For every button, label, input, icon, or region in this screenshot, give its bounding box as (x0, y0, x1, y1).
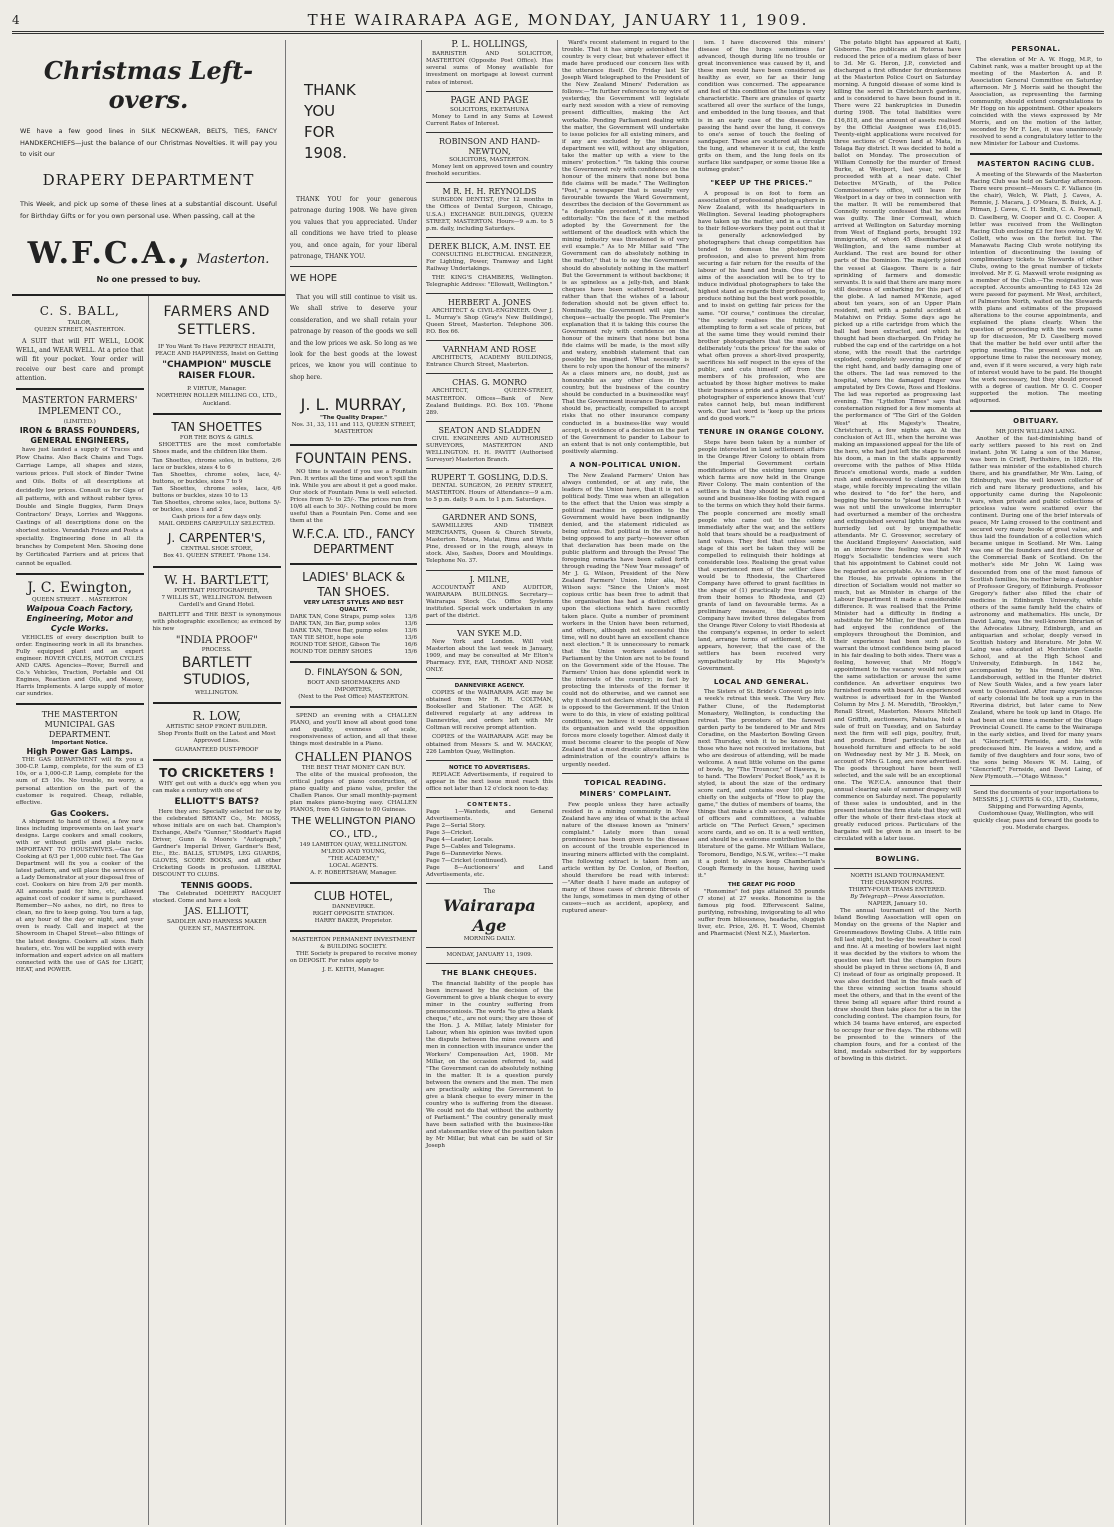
ladies-price-row-price: 15/6 (404, 649, 417, 656)
obituary-heading: OBITUARY. (1013, 416, 1059, 425)
we-hope-body: That you will still continue to visit us. We shall strive to deserve your consideration, and we shall retain your patronage by reason of the goods we sell and the low prices we ask. So long as we look for the best goods at the lowest prices, we know you will continue to shop here. (290, 293, 417, 381)
contents-item: Page 7—Cricket (continued). (426, 858, 508, 865)
page-masthead (12, 8, 1104, 34)
wfca-town: Masterton. (196, 252, 270, 268)
farmers-ltd: (LIMITED.) (63, 418, 96, 425)
page-and-page: PAGE AND PAGE (450, 95, 529, 106)
miners-complaint-body: Few people unless they have actually resided in a mining community in New Zealand have any idea of what is the actual nature of the disease known as "miners' complaint." Lately more than usual prominence has been given to the disease on account of the trouble experienced in insuring miners afflicted with the complaint. The following extract is taken from an article written by Dr. Conlon, of Reefton, should therefore be read with interest:—"After death I have made an autopsy of many of those cases of chronic fibrosis of the lungs, sometimes in men dying of other causes—such as accident, apoplexy, and ruptured aneur- (562, 802, 689, 914)
carpenter-address: Box 41. QUEEN STREET. 'Phone 134. (163, 553, 271, 560)
columns-1-2 (12, 40, 286, 1525)
derek-blick-body: CONSULTING ELECTRICAL ENGINEER, For Lighting, Power, Tramway and Light Railway Undertakings. (426, 251, 553, 272)
seaton-sladden-body: CIVIL ENGINEERS AND AUTHORISED SURVEYORS, MASTERTON AND WELLINGTON. H. H. PAVITT (Authorised Surveyor) Masterton Branch. (426, 435, 553, 463)
permanent-society-body: THE Society is prepared to receive money on DEPOSIT. For rates apply to (290, 951, 417, 965)
ladies-price-row-item: ROUND TOE SHOE, Gibson Tie (290, 642, 381, 649)
by-telegraph: By Telegraph—Press Association. (850, 894, 945, 901)
blank-cheques-heading: THE BLANK CHEQUES. (441, 969, 538, 978)
india-proof: "INDIA PROOF" (175, 634, 258, 646)
ball-trade: TAILOR, (67, 319, 92, 326)
jones-body: ARCHITECT & CIVIL-ENGINEER. Over J. L. Murray's Shop (Gray's New Buildings), Queen Street, Masterton. Telephone 306. P.O. Box 66. (426, 308, 553, 336)
tan-shoettes-body: SHOETTES are the most comfortable Shoes made, and the children like them. (152, 441, 281, 455)
club-hotel-proprietor: HARRY BAKER, Proprietor. (314, 917, 393, 924)
column-3 (286, 40, 422, 1525)
fountain-pens-body: NO time is wasted if you use a Fountain Pen. It writes all the time and won't spill the ink. While you are about it get a good make. Our stock of Fountain Pens is well selected. Prices from 5/- to 25/-. The prices run from 10/6 all each to 30/-. Nothing could be more useful than a Fountain Pen. Come and see them at the (290, 468, 417, 525)
tennis-heading: TENNIS GOODS. (181, 881, 253, 891)
keep-up-prices-body: A proposal is on foot to form an association of professional photographers in New Zealand, with its headquarters in Wellington. Several leading photographers have taken up the matter, and in a circular to their fellow-workers they point out that it is generally acknowledged by photographers that cheap competition has tended to demean the photographic profession, and also to prevent him from securing a fair return for the results of the labour of his hand and brain. One of the aims of the association will be to try to induce individual photographers to take the highest stand as regards their profession, to produce nothing but the best work possible, and to insist on getting fair prices for the same. "Of course," continues the circular, "the society realises the futility of attempting to form a set scale of prices, but at the same time they would remind their brother photographers that the man who deliberately 'cuts the prices' for the sake of what often proves a short-lived prosperity, sacrifices his self respect in the eyes of the public, and cuts himself off from the members of his profession, who are actuated by those higher motives to make their business a pride and a pleasure. Every photographer of experience knows that 'cut' rates cannot help, but mean indifferent work. Our last word is 'keep up the prices and do good work.'" (698, 190, 825, 423)
reynolds-body: SURGEON DENTIST, (For 12 months in the Offices of Dental Surgeon, Chicago, U.S.A.) EXCHANGE BUILDINGS, QUEEN STREET, MASTERTON. Hours—9 a.m. to 5 p.m. daily, including Saturdays. (426, 197, 553, 232)
monro-name: CHAS. G. MONRO (452, 378, 527, 388)
carpenter-sub: CENTRAL SHOE STORE, (180, 546, 253, 553)
we-hope-heading: WE HOPE (290, 273, 338, 285)
bartlett-studios: BARTLETT STUDIOS, (181, 654, 252, 689)
challen-heading: CHALLEN PIANOS (294, 749, 413, 764)
shoe-price-row-item: Tan Shoettes, chrome soles, lace, buttons, or buckles, sizes 7 to 9 (152, 471, 271, 485)
miners-complaint-heading: MINERS' COMPLAINT. (579, 790, 672, 799)
masthead-wairarapa-age: Wairarapa Age (443, 895, 536, 935)
mleod-sub: "THE ACADEMY," (327, 855, 380, 862)
bowling-body: The annual tournament of the North Island Bowling Association will open on Monday on the greens of the Napier and Greenmeadows Bowling Clubs. A little rain fell last night, but to-day the weather is cool and fine. At a meeting of bowlers last night it was decided by the visitors to whom the question was left that the champion fours should be played in three sections (A, B and C) instead of four as originally proposed. It was also decided that in the finals each of the three winning section teams should meet the others, and that in the event of the three being all square after third round a draw should then take place for a tie in the concluding contest. The champion fours, for which 34 teams have entered, are expected to occupy four or five days. The ribbons will be presented to the winners of the champion fours, and for a contest of the kind, medals subscribed for by supporters of bowling in this district. (834, 908, 961, 1063)
gas-cookers: Gas Cookers. (50, 808, 110, 818)
ladies-price-row (290, 635, 417, 642)
shoe-price-row (153, 486, 282, 500)
non-political-union-body: The New Zealand Farmers' Union has always contended, or at any rate, the leaders of the Union have, that it is not a political body. Time was when an allegation to the effect that the Union was simply a political machine in opposition to the Government would have been indignantly denied, and the statement ridiculed as being untrue. But political in the sense of being opposed to any party—however often that declaration has been made on the public platform and through the Press! The foregoing remarks have been called forth through reading the "New Year message" of Mr J. G. Wilson, President of the New Zealand Farmers' Union. Inter alia, Mr Wilson says: "Since the Union's most copious critic has been free to admit that the organisation has had a distinct effect upon the elections which have recently taken place. Quite a number of prominent workers in the Union have been returned, and others, although not successful this time, will no doubt have an excellent chance next election." It is unnecessary to remark that the Union workers assisted to Parliament by the Union are not to be found on the Government side of the House. The Farmers' Union has done splendid work in the interests of the country; in fact by protecting the interests of the former it could not do otherwise, and we cannot see why it should not declare straight out that it is opposed to the Government. If the Union were to do this, in view of existing political conditions, we believe it would strengthen its organisation and weld the opposition forces more closely together. Almost daily it must become clearer to the people of New Zealand that a most drastic alteration in the administration of the country's affairs is urgently needed. (562, 472, 689, 768)
page-number: 4 (12, 12, 20, 27)
miners-complaint-continued: ism. I have discovered this miners' disease of the lungs sometimes far advanced, though during life no trouble or great inconvenience was caused by it, and these men would have been considered as healthy as ever, so far as their lung condition was concerned. The appearance and feel of this condition of the lungs is very characteristic. There are granules of quartz scattered all over the surface of the lungs, and embedded in the lung tissues, and that is in an early case of the disease. On passing the hand over the lung, it conveys to one's sense of touch the feeling of sandpaper. These are scattered all through the lung, and whenever it is cut, the knife grits on them, and the lung feels on its surface like sandpaper, or some tissue like a nutmeg grater." (698, 40, 825, 173)
personal-body: The elevation of Mr A. W. Hogg, M.P., to Cabinet rank, was a matter brought up at the meeting of the Masterton A. and P. Association General Committee on Saturday afternoon. Mr J. Morris said he thought the Association, as representing the farming community, should extend congratulations to Mr Hogg on his appointment. Other speakers coincided with the views expressed by Mr Morris, and on the motion of the latter, seconded by Mr F. Lee, it was unanimously resolved to send a congratulatory letter to the new Minister for Labour and Customs. (970, 56, 1102, 148)
shoe-price-row-item: Tan Shoettes, chrome soles, lace, buttons or buckles, sizes 10 to 13 (152, 486, 269, 500)
elliott-bats: ELLIOTT'S BATS? (174, 797, 259, 808)
racing-club-body: A meeting of the Stewards of the Masterton Racing Club was held on Saturday afternoon. There were present—Messrs C. F. Vallance (in the chair), Welch, W. Platt, J. Caves, A. Remnie, J. Macara, J. O'Meara, B. Buick, A. J. Pitman, J. Caves, C. H. Smith, C. A. Pownall, D. Caselberg, W. Cooper and O. C. Cooper. A letter was received from the Wellington Racing Club enclosing £3 for fees owing by W. Collett, who was on the forfeit list. The Manawatu Racing Club wrote notifying its intention of discontinuing the issuing of complimentary tickets to Stewards of other Clubs, owing to the great number of tickets involved. Mr F. G. Maxwell wrote resigning as a member of the Club.—The resignation was accepted. Accounts amounting to £43 12s 2d were passed for payment. Mr West, architect, of Palmerston North, waited on the Stewards with plans and estimates of the proposed alterations to the course appointments, and explained the plans clearly. When the question of proceeding with the work came up for discussion, Mr D. Caselberg moved that the matter be held over until after the spring meeting. The present was not an opportune time to raise the necessary money, and, even if it were secured, a very high rate of interest would have to be paid. He thought the work necessary, but they should proceed with a degree of caution. Mr O. C. Cooper supported the motion. The meeting adjourned. (970, 172, 1102, 404)
no-one-pressed: No one pressed to buy. (96, 275, 201, 285)
wellington-piano-name: THE WELLINGTON PIANO CO., LTD., (291, 816, 416, 840)
ladies-shoes-sub: VERY LATEST STYLES AND BEST QUALITY. (303, 599, 404, 613)
flour-body: IF You Want To Have PERFECT HEALTH, PEACE AND HAPPINESS, Insist on Getting (155, 343, 279, 357)
club-hotel-town: DANNEVIRKE. (332, 903, 375, 910)
flour-manager: P. VIRTUE, Manager. (187, 386, 247, 393)
farmers-trade: IRON & BRASS FOUNDERS, GENERAL ENGINEERS, (19, 425, 140, 445)
mleod-name: M'LEOD AND YOUNG, (320, 848, 387, 855)
ladies-price-row-item: DARK TAN, 3in Bar, pump soles (290, 620, 381, 627)
thank-you-word: 1908. (304, 144, 347, 162)
column-1 (12, 296, 149, 1525)
contents-item: Page 1—Wanteds, and General Advertisements. (426, 808, 553, 822)
local-and-general-heading: LOCAL AND GENERAL. (713, 677, 810, 686)
ladies-price-row-price: 13/6 (404, 635, 417, 642)
blank-cheques-body: The financial liability of the people has been increased by the decision of the Government to give a blank cheque to every miner in the country suffering from pneumoconiosis. The words "to give a blank cheque," etc., are not ours; they are those of the Hon. J. A. Millar, lately Minister for Labour, when his opinion was invited upon the dispute between the mine owners and men in connection with insurance under the Workers' Compensation Act, 1908. Mr Millar, on the occasion referred to, said "The Government can do absolutely nothing in the matter. It is a question purely between the owners and the men. The men are practically asking the Government to give a blank cheque to every miner in the country who is suffering from the disease. We could not do that without the authority of Parliament." The country generally must have been satisfied with the business-like and statesmanlike view of the position taken by Mr Millar, but what can be said of Sir Joseph (426, 981, 553, 1150)
bartlett-town: WELLINGTON. (195, 689, 239, 696)
shoe-price-row (153, 458, 282, 472)
robinson-sub: SOLICITORS, MASTERTON. (449, 157, 530, 164)
low-guarantee: GUARANTEED DUST-PROOF (175, 747, 259, 754)
cricket-body: WHY get out with a duck's egg when you can make a century with one of (152, 781, 281, 795)
gardner-name: GARDNER AND SONS, (442, 513, 537, 523)
thank-you-body: THANK YOU for your generous patronage during 1908. We have given you values that you appreciated. Under all conditions we have tried to please you, and once again, for your liberal patronage, THANK YOU. (290, 196, 417, 260)
jones-name: HERBERT A. JONES (447, 297, 532, 307)
contents-item: Page 4—Leader, Locals. (426, 837, 494, 844)
elliott-name: JAS. ELLIOTT, (184, 907, 250, 918)
cricketers-heading: TO CRICKETERS ! (159, 766, 275, 781)
milne-name: J. MILNE, (469, 574, 510, 584)
ladies-price-row (290, 649, 417, 656)
page-and-page-body: Money to Lend in any Sums at Lowest Current Rates of Interest. (426, 113, 553, 127)
ladies-price-row (290, 614, 417, 621)
tan-shoettes-note: Cash prices for a few days only. (171, 514, 262, 521)
cricket-body-2: Here they are: Specially selected for us by the celebrated BRYANT Co., Mr. MOSS, whose initials are on each bat. Champion's Exchange, Abel's "Gunner," Stoddart's Rapid Driver, Gunn & Moore's "Autograph," Gardner's Imperial Driver, Gardner's Best, Etc., Etc. BALLS, STUMPS, LEG GUARDS, GLOVES, SCORE BOOKS, and all other Cricketing Goods in profusion. LIBERAL DISCOUNT TO CLUBS. (152, 808, 281, 879)
fountain-pens-heading: FOUNTAIN PENS. (295, 451, 412, 468)
hollings-body: BARRISTER AND SOLICITOR, MASTERTON (Opposite Post Office). Has several sums of Money available for investment on mortgage at lowest current rates of interest. (426, 51, 553, 86)
carpenter-name: J. CARPENTER'S, (167, 531, 266, 546)
tenure-orange-colony-heading: TENURE IN ORANGE COLONY. (698, 428, 825, 437)
gas-body: THE GAS DEPARTMENT will fix you a 300-C.P. Lamp, complete, for the sum of £3 10s, or a 1,000-C.P. Lamp, complete for the sum of £5 10s. No trouble, no worry, a personal attention on the part of the customer is required. Cheap, reliable, effective. (16, 757, 144, 806)
notice-advertisers: NOTICE TO ADVERTISERS. (448, 764, 531, 771)
low-body: Shop Fronts Built on the Latest and Most Approved Lines. (157, 730, 276, 745)
dannevirke-agency: DANNEVIRKE AGENCY. (454, 683, 525, 690)
ladies-price-row-price: 16/6 (404, 642, 417, 649)
shoe-price-row (153, 472, 282, 486)
pig-food-heading: THE GREAT PIG FOOD (727, 881, 796, 888)
van-syke-name: VAN SYKE M.D. (456, 628, 523, 638)
farmers-implement-name: MASTERTON FARMERS' IMPLEMENT CO., (22, 396, 138, 418)
kings-chambers: THE KING'S CHAMBERS, Wellington. Telegraphic Address: "Ellowatt, Wellington." (426, 274, 553, 288)
derek-blick-name: DEREK BLICK, A.M. INST. EE (428, 241, 551, 251)
shoe-price-row (153, 500, 282, 514)
murray-address: Nos. 31, 33, 111 and 113, QUEEN STREET, MASTERTON (291, 422, 416, 436)
keep-up-prices-heading: "KEEP UP THE PRICES." (710, 178, 813, 187)
column-8 (966, 40, 1106, 1525)
bartlett-address: 7 WILLIS ST., WELLINGTON. Between Cardell's and Grand Hotel. (161, 594, 273, 608)
ladies-price-row-price: 13/6 (404, 627, 417, 634)
ladies-price-row-item: DARK TAN, Cone Straps, pump soles (290, 613, 395, 620)
bartlett-trade: PORTRAIT PHOTOGRAPHER, (174, 587, 260, 594)
gas-cookers-body: A shipment to hand of these, a few new lines including improvements on last year's designs. Large cookers and small cookers, with or without grills and plate racks. IMPORTANT TO HOUSEWIVES.—Gas for Cooking at 6/3 per 1,000 cubic feet. The Gas Department will fix you a cooker of the latest pattern, and will place the services of a Lady Demonstrator at your disposal free of cost. Cookers on hire from 2/6 per month. All amounts paid for hire, etc, allowed against cost of cooker if same is purchased. Remember—No ashes, no dirt, no fires to clean, no fire to keep going. You turn a tap, at any hour of the day or night, and your oven is ready. Call and inspect at the Showroom in Chapel Street—also fittings of the latest designs. Cookers all sizes. Bath heaters, etc. You will be supplied with every information and expert advice on all matters connected with the use of GAS for LIGHT, HEAT, and POWER. (16, 818, 144, 973)
van-syke-body: New York and London. Will visit Masterton about the last week in January, 1909, and may be consulted at Mr Elton's Pharmacy. EYE, EAR, THROAT AND NOSE ONLY. (426, 638, 553, 674)
personal-heading: PERSONAL. (1011, 45, 1061, 53)
ni-tournament-heading: NORTH ISLAND TOURNAMENT. (850, 873, 945, 880)
ladies-price-row-price: 13/6 (404, 613, 417, 620)
shoe-price-row-price: 4/6 (271, 486, 281, 493)
blank-cheques-continued: Ward's recent statement in regard to the trouble. That it has simply astonished the country is very clear, but whatever effect it made have produced our concern lies with the utterance itself. On Friday last Sir Joseph Ward telegraphed to the President of the New Zealand Miners' Federation as follows:—"In further reference to my wire of yesterday, the Government will legislate early next session with a view of removing present difficulties, making the Act workable. Pending Parliament dealing with the matter, the Government will undertake to issue policies for all existing miners, and if any are excluded by the insurance department we will, without any obligation, take the matter up with a view to the miners' protection." "In taking this course the Government rely with confidence on the honour of the miners that none but bona fide claims will be made." The Wellington "Post," a newspaper that is usually very favourable towards the Ward Government, describes the decision of the Government as "a deplorable precedent," and remarks editorially: "On the face of it the method adopted by the Government for the settlement of the deadlock with which the mining industry was threatened is of very evil example." As to Mr Millar said "The Government can do absolutely nothing in the matter," that is to say the Government should do absolutely nothing in the matter! But the Government is without backbone; it is as spineless as a jelly-fish, and blank cheques have been scattered broadcast, rather than that the wishes of a labour federation should not be given effect to. Nominally, the Government will sign the cheques—actually the people. The Premier's explanation that it is taking this course the Government rely with confidence on the honour of the miners that none but bona fide claims will be made, is the most silly and watery, snobbish statement that can possibly be imagined. What necessity is there to rely upon the honour of the miners? As a class miners are, no doubt, just as honourable as any other class in the country, but the business of the country should be conducted in a businesslike way! That the Government insurance Department should be, practically, compelled to accept risks that no other insurance company conducted in a business-like way would accept, is evidence of a decision on the part of the Government to pander to Labour to an extent that is not only contemptible, but positively alarming. (562, 40, 689, 455)
varnham-rose-body: ARCHITECTS, ACADEMY BUILDINGS, Entrance Church Street, Masterton. (426, 355, 553, 369)
hollings-name: P. L. HOLLINGS, (451, 40, 528, 50)
bowling-heading: BOWLING. (875, 855, 920, 864)
page-and-page-sub: SOLICITORS, EKETAHUNA (450, 106, 529, 113)
finlayson-trade: BOOT AND SHOEMAKERS AND IMPORTERS, (307, 679, 400, 693)
shoe-price-row-price: 4/- (273, 471, 281, 478)
robinson-body: Money lent on approved town and country freehold securities. (426, 164, 553, 178)
laing-heading: MR JOHN WILLIAM LAING. (995, 428, 1077, 435)
bartlett-name: W. H. BARTLETT, (164, 572, 270, 587)
ladies-shoes-heading: LADIES' BLACK & TAN SHOES. (302, 569, 405, 599)
morning-daily: MORNING DAILY. (463, 936, 516, 943)
napier-dateline: NAPIER, January 10. (867, 901, 928, 908)
ball-body: A SUIT that will FIT WELL, LOOK WELL, and WEAR WELL. At a price that will fit your pocket. Your order will receive our best care and prompt attention. (16, 337, 144, 382)
tennis-body: The Celebrated DOHERTY RACQUET stocked. Come and have a look (152, 891, 281, 905)
ball-name: C. S. BALL, (39, 304, 120, 319)
copies-body: COPIES of the WAIRARAPA AGE may be obtained from Messrs S. and W. MACKAY, 226 Lambton Quay, Wellington. (426, 734, 553, 755)
gosling-name: RUPERT T. GOSLING, D.D.S. (430, 472, 549, 482)
racing-club-heading: MASTERTON RACING CLUB. (977, 160, 1095, 169)
ladies-price-row-item: TAN TIE SHOE, hope sole (290, 635, 364, 642)
finlayson-address: (Next to the Post Office) MASTERTON. (298, 693, 409, 700)
milne-body: ACCOUNTANT AND AUDITOR, WAIRARAPA BUILDINGS. Secretary—Wairarapa Stock Co. Office Systems instituted. Special work undertaken in any part of the district. (426, 584, 553, 619)
column-4 (422, 40, 558, 1525)
flour-company: NORTHERN ROLLER MILLING CO., LTD., Auckland. (156, 393, 278, 407)
local-and-general-continued: The potato blight has appeared at Kaiti, Gisborne. The publicans at Rotorua have reduced the price of a medium glass of beer to 3d. Mr G. Heron, J.P., convicted and discharged a first offender for drunkenness at the Masterton Police Court on Saturday morning. A fungoid disease of some kind is killing the sorrel in Christchurch gardens, and is considered to have been found in it. There were 22 bankruptcies in Dunedin during 1908. The total liabilities were £16,818, and the amount of assets realised by the Official Assignee was £16,015. Twenty-eight applications were received for three sections of Crown land at Mata, in Tolaga Bay district. It was decided to hold a ballot on Monday. The prosecution of William Connolly for the murder of Ernest Burke, at Westport, last year, will be proceeded with at a near date. Chief Detective M'Grath, of the Police Commissioner's office, will leave for Westport in a day or two in connection with the matter. It will be remembered that Connolly recently confessed that he alone was guilty. The liner Cornwall, which arrived at Wellington on Saturday morning from West of England ports, brought 192 immigrants, of whom 45 disembarked at Wellington, and the same number at Auckland. The rest are bound for other parts of the Dominion. The majority joined the vessel at Glasgow. There is a fair sprinkling of farmers and domestic servants. It is said that there are many more still desirous of embarking for this part of the globe. A lad named M'Kenzie, aged about ten years, son of an Upper Plain resident, met with a painful accident at Matahiwi on Friday. Some days ago he picked up a rifle cartridge from which the ball had been extracted, and which he thought had been discharged. On Friday he rubbed the cap end of the cartridge on a hot stone, with the result that the cartridge exploded, completely severing a finger of the right hand, and badly damaging one of the others. The lad was removed to the hospital, where the damaged finger was amputated by Drs Cowie, Ross and Hoskins. The lad was reported as progressing last evening. The "Lyttelton Times" says that consternation reigned for a few moments at the performance of "The Girl of the Golden West" at His Majesty's Theatre, Christchurch, a few nights ago. At the conclusion of Act III., when the heroine was making an impassioned appeal for the life of the hero, who had just left the stage to meet his doom, a man in the stalls apparently overcome with the pathos of Miss Hilda Bruce's emotional words, made a sudden rush and endeavoured to clamber on the stage, while forcibly imprecating the villain who desired to "do for" the hero, and begging the heroine to "plead the brute." It was not until the unwelcome interrupter had overturned a member of the orchestra and extinguished several lights that he was hurriedly led out by unsympathetic attendants. Mr C. Grosvenor, secretary of the Auckland Employers' Association, said in an interview the feeling was that Mr Hogg's Socialistic tendencies were such that his appointment to Cabinet could not be regarded as acceptable. As a member of the House, his private opinions in the direction of Socialism would not matter so much, but as Minister in charge of the Labour Department it made a considerable difference. It was realised that the Prime Minister had a difficulty in finding a substitute for Mr Millar, for that gentleman had enjoyed the confidence of the employers throughout the Dominion, and their experience had been such as to warrant the utmost confidence being placed in his fair dealing to both sides. There was a feeling, however, that Mr Hogg's appointment to the vacancy would not give the same satisfaction or arouse the same confidence. An advertiser enquires two furnished rooms with board. An experienced waitress is advertised for in the Wanted Column by Mrs J. M. Meredith, "Brooklyn," Renall Street, Masterton. Messrs Mitchell and Griffith, auctioneers, Pahiatua, hold a sale of fruit on Tuesday, and on Saturday next the firm will sell pigs, poultry, fruit, and produce. Brief particulars of the household furniture and effects to be sold on Wednesday next by Mr J. B. Meek, on account of Mrs G. Long, are now advertised. The goods throughout have been well selected, and the sale will be an exceptional one. The W.F.C.A. announce that their annual clearing sale of summer drapery will commence on Saturday next. The popularity of these sales is undoubted, and in the present instance the firm state that they will offer the whole of their first-class stock at greatly reduced prices. Particulars of the bargains will be given in an insert to be circulated with a later issue. (834, 40, 961, 843)
elliott-trade: SADDLER AND HARNESS MAKER (166, 918, 267, 925)
masthead-the: The (483, 888, 496, 896)
gas-heading: THE MASTERTON MUNICIPAL GAS DEPARTMENT. (41, 709, 118, 740)
ewington-name: J. C. Ewington, (27, 579, 133, 596)
tan-shoettes-price-list (153, 458, 282, 514)
issue-date: MONDAY, JANUARY 11, 1909. (446, 952, 533, 959)
thank-you-word: THANK (304, 81, 356, 99)
wfca-logo: W.F.C.A., (27, 236, 192, 272)
farmers-settlers: FARMERS AND SETTLERS. (163, 304, 270, 339)
contents-heading: CONTENTS. (467, 801, 512, 808)
murray-tagline: "The Quality Draper." (319, 415, 388, 422)
shoe-price-row-item: Tan Shoettes, chrome soles, in buttons, lace or buckles, sizes 4 to 6 (152, 457, 269, 471)
column-6 (694, 40, 830, 1525)
ewington-trade: Waipoua Coach Factory, Engineering, Motor and Cycle Works. (26, 604, 134, 634)
robinson-name: ROBINSON AND HAND-NEWTON, (439, 137, 540, 157)
shoe-price-row-price: 5/- (273, 500, 281, 507)
thank-you-word: FOR (304, 123, 335, 141)
shoe-price-row-item: Tan Shoettes, chrome soles, lace, buttons or buckles, sizes 1 and 2 (152, 500, 271, 514)
pig-food-body: "Ronomine" fed pigs attained 55 pounds (7 stone) at 27 weeks. Ronomine is the famous pig food. Effervescent Saline, purifying, refreshing, invigorating to all who suffer from biliousness, headache, sluggish liver, etc. Price, 2/6. H. T. Wood, Chemist and Pharmacist (Next N.Z.), Masterton. (698, 888, 825, 938)
wfca-fancy-dept: W.F.C.A. LTD., FANCY DEPARTMENT (292, 527, 415, 557)
contents-item: Page 3—Cricket. (426, 829, 474, 836)
ladies-price-row (290, 642, 417, 649)
bartlett-body: BARTLETT and THE BEST is synonymous with photographic excellence; as evinced by his new (152, 611, 281, 632)
ladies-price-row (290, 628, 417, 635)
ewington-body: VEHICLES of every description built to order. Engineering work in all its branches. Fully equipped plant and an expert engineer. ROVER CYCLES, MOTOR CYCLES AND CARS. Agencies—Rover, Burrell and Co.'s Vehicles, Traction, Portable and Oil Engines, Reaction and Oils, and Massey, Harris Implements. A large supply of motor car sundries. (16, 634, 144, 697)
champion-fours-heading: THE CHAMPION FOURS. (860, 880, 935, 887)
elliott-address: QUEEN ST., MASTERTON. (178, 925, 255, 932)
mleod-manager: A. F. ROBERTSHAW, Manager. (310, 869, 397, 876)
varnham-rose-name: VARNHAM AND ROSE (442, 345, 537, 355)
tan-shoettes-sub: FOR THE BOYS & GIRLS. (179, 434, 254, 441)
ladies-price-row-item: ROUND TOE DERBY SHOES (290, 649, 373, 656)
tan-shoettes-mail: MAIL ORDERS CAREFULLY SELECTED. (158, 521, 275, 528)
non-political-union-heading: A NON-POLITICAL UNION. (569, 460, 682, 469)
ewington-street: QUEEN STREET . . MASTERTON (32, 597, 128, 604)
tan-shoettes-heading: TAN SHOETTES (171, 419, 263, 434)
contents-item: Page 8—Auctioneers' and Land Advertisements, etc. (426, 865, 553, 879)
local-and-general-body: The Sisters of St. Bride's Convent go into a week's retreat this week. The Very Rev. Father Clune, of the Redemptorist Monastery, Wellington, is conducting the retreat. The promoters of the farewell garden party to be tendered to Mr and Mrs Coradine, on the Masterton Bowling Green next Thursday, wish it to be known that those who have not received invitations, but who are desirous of attending, will be made welcome. A neat little volume on the game of bowls, by "The Trouncer," of Hawera, is to hand. "The Bowlers' Pocket Book," as it is styled, is about the size of the ordinary score card, and contains over 100 pages, chiefly on the subjects of "How to play the game," the duties of members of teams, the things that make a club succeed, the duties of officers and committees, a valuable article on "The Perfect Green," specimen score cards, and so on. It is a well written, and should be a welcome contribution to the literature of the game. Mr William Wallace, Toromoru, Bendigo, N.S.W., writes:—"I make it a point to always keep Chamberlain's Cough Remedy in the house, having used it." (698, 689, 825, 879)
contents-item: Page 2—Serial Story. (426, 822, 486, 829)
contents-item: Page 5—Cables and Telegrams. (426, 844, 516, 851)
process: PROCESS. (201, 647, 232, 654)
ladies-price-row (290, 621, 417, 628)
wellington-piano-address: 149 LAMBTON QUAY, WELLINGTON. (299, 841, 408, 848)
gosling-body: DENTAL SURGEON, 26 PERRY STREET, MASTERTON. Hours of Attendance—9 a.m. to 5 p.m. daily. 9 a.m. to 1 p.m. Saturdays. (426, 483, 553, 504)
columns (12, 40, 1104, 1525)
newspaper-title: THE WAIRARAPA AGE, MONDAY, JANUARY 11, 1909. (307, 10, 809, 29)
challen-body-2: The elite of the musical profession, the critical judges of piano construction, of piano quality and piano value, prefer the Challen Pianos. Our small monthly-payment plan makes piano-buying easy. CHALLEN PIANOS, from 45 Guineas to 80 Guineas. (290, 772, 417, 814)
farmers-body: have just landed a supply of Traces and Plow Chains. Also Back Chains and Tugs. Carriage Lamps, all shapes and sizes, various prices. Full stock of Binder Twine and Oils. Bolts of all descriptions at decidedly low prices. Consult us for Gigs of all patterns, with and without rubber tyres. Double and Single Buggies, Farm Drays Contractors' Drays, Lorries and Waggons. Castings of all descriptions done on the shortest notice. Verandah Frieze and Posts a speciality. Engineering done in all its branches by Competent Men. Shoeing done by Certificated Farriers and at prices that cannot be equalled. (16, 446, 144, 567)
curtis-ad: Send the documents of your importations to MESSRS J. J. CURTIS & CO., LTD., Customs, Shipping and Forwarding Agents, Customhouse Quay, Wellington, who will quickly clear, pass and forward the goods to you. Moderate charges. (972, 789, 1100, 832)
club-hotel-name: CLUB HOTEL, (313, 888, 394, 903)
permanent-society-manager: J. E. KEITH, Manager. (322, 967, 385, 974)
contents-item: Page 6—Dannevirke News. (426, 851, 503, 858)
ladies-price-row-item: DARK TAN, Three Bar, pump soles (290, 627, 388, 634)
ladies-price-row-price: 13/6 (404, 620, 417, 627)
notice-advertisers-body: REPLACE Advertisements, if required to appear in the next issue must reach this office not later than 12 o'clock noon to-day. (426, 771, 553, 792)
ladies-shoes-price-list (290, 614, 417, 656)
monro-body: ARCHITECT, QUEEN-STREET, MASTERTON. Offices—Bank of New Zealand Buildings. P.O. Box 105. 'Phone 289. (426, 388, 553, 416)
topical-reading-heading: TOPICAL READING. (584, 778, 667, 787)
challen-sub: THE BEST THAT MONEY CAN BUY. (301, 764, 406, 771)
column-5 (558, 40, 694, 1525)
drapery-heading: DRAPERY DEPARTMENT (42, 171, 255, 190)
thank-you-heading (304, 80, 417, 164)
column-7 (830, 40, 966, 1525)
dannevirke-body: COPIES of the WAIRARAPA AGE may be obtained from Mr R. H. COLTMAN, Bookseller and Stationer. The AGE is delivered regularly at any address in Dannevirke, and orders left with Mr Coltman will receive prompt attention. (426, 690, 553, 732)
low-trade: ARTISTIC SHOP FRONT BUILDER. (166, 723, 268, 730)
laing-body: Another of the fast-diminishing band of early settlers passed to his rest on 2nd instant. John W. Laing a son of the Manse, was born in Crieff, Perthshire, in 1826. His father was minister of the established church there, and his grandfather, Mr Wm. Laing, of Edinburgh, was the well known collector of rich and rare literary productions, and his opportunity came during the Napoleonic wars, when private and public collections of priceless value were scattered over the continent. During one of the brief intervals of peace, Mr Laing crossed to the continent and secured very many books of great value, and thus laid the foundation of a collection which became unique in Scotland. Mr Wm. Laing was one of the founders and first director of the Commercial Bank of Scotland. On the mother's side Mr John W. Laing was descended from one of the most famous of Scottish families, his mother being a daughter of Professor Gregory, of Edinburgh. Professor Gregory's father also filled the chair of medicine in Edinburgh University, while others of the same family held the chairs of astronomy and mathematics. His uncle, Dr David Laing, was the well-known librarian of the Advocates Library, Edinburgh, and an antiquarian and scholar, deeply versed in Scottish history and literature. Mr John W. Laing was educated at Merchiston Castle School, and at the High School and University, Edinburgh. In 1842 he, accompanied by his friend, Mr Wm. Landsborough, settled in the Hunter district of New South Wales, and a few years later went to Queensland. After many experiences of early colonial life he took up a run in the Riverina district, but later came to New Zealand, where he took up land in Otago. He had been at one time a member of the Otago Provincial Council. He came to the Wairarapa in the early sixties, and lived for many years at "Glencrieff," Fernside, and his wife predeceased him. He leaves a widow, and a family of five daughters and four sons, two of the sons being Messrs W. M. Laing, of "Glencrieff," Fernside, and David Laing, of New Plymouth.—"Otago Witness." (970, 435, 1102, 780)
christmas-ad (12, 40, 285, 296)
reynolds-name: M R. H. H. REYNOLDS (442, 187, 537, 197)
gas-lamps: High Power Gas Lamps. (26, 747, 133, 757)
low-name: R. LOW, (192, 708, 242, 723)
gas-notice: Important Notice. (51, 740, 108, 747)
seaton-sladden-name: SEATON AND SLADDEN (438, 425, 541, 435)
thank-you-word: YOU (304, 102, 336, 120)
mleod-agents: LOCAL AGENTS. (329, 862, 378, 869)
ball-street: QUEEN STREET, MASTERTON. (34, 326, 126, 333)
contents-list (426, 809, 553, 879)
drapery-body: This Week, and pick up some of these lines at a substantial discount. Useful for Birthday Gifts or for you own personal use. When passing, call at the (20, 200, 277, 220)
thirty-four-teams: THIRTY-FOUR TEAMS ENTERED. (848, 887, 947, 894)
permanent-society-heading: MASTERTON PERMANENT INVESTMENT & BUILDING SOCIETY. (292, 936, 415, 951)
column-2 (149, 296, 286, 1525)
shoe-price-row-price: 2/6 (271, 457, 281, 464)
christmas-heading: Christmas Left-overs. (43, 56, 254, 114)
christmas-body: WE have a few good lines in SILK NECKWEAR, BELTS, TIES, FANCY HANDKERCHIEFS—just the balance of our Christmas Novelties. It will pay you to visit our (20, 127, 277, 159)
flour-brand: "CHAMPION" MUSCLE RAISER FLOUR. (162, 359, 272, 382)
tenure-orange-colony-body: Steps have been taken by a number of people interested in land settlement affairs in the Orange River Colony to obtain from the Imperial Government certain modifications of the existing tenure upon which farms are now held in the Orange River Colony. The main contention of the settlers is that they should be placed on a sound and business-like footing with regard to the terms on which they hold their farms. The people concerned are mostly small people who came out to the colony immediately after the war, and the settlers hold that tears should be a readjustment of land values. They feel that unless some stage of this sort be taken they will be compelled to relinquish their holdings at considerable loss. Realising the great value that experienced men of the settler class would be to Rhodesia, the Chartered Company have offered to grant facilities in the shape of (1) practically free transport from their homes to Rhodesia, and (2) grants of land on favourable terms. As a preliminary measure, the Chartered Company have invited three delegates from the Orange River Colony to visit Rhodesia at the company's expense, in order to select land, arrange terms of settlement, etc. It appears, however, that the case of the settlers has been received very sympathetically by His Majesty's Government. (698, 440, 825, 672)
gardner-body: SAWMILLERS AND TIMBER MERCHANTS, Queen & Church Streets, Masterton. Totara, Matai, Rimu and White Pine, dressed or in the rough, always in stock. Also, Sashes, Doors and Mouldings. Telephone No. 37. (426, 523, 553, 565)
murray-name: J. L. MURRAY, (300, 395, 407, 415)
finlayson-name: D. FINLAYSON & SON, (304, 668, 403, 679)
challen-body: SPEND an evening with a CHALLEN PIANO, and you'll know all about good tone and quality, evenness of scale, responsiveness of action, and all that these things most desirable in a Piano. (290, 712, 417, 747)
club-hotel-body: RIGHT OPPOSITE STATION. (312, 910, 395, 917)
